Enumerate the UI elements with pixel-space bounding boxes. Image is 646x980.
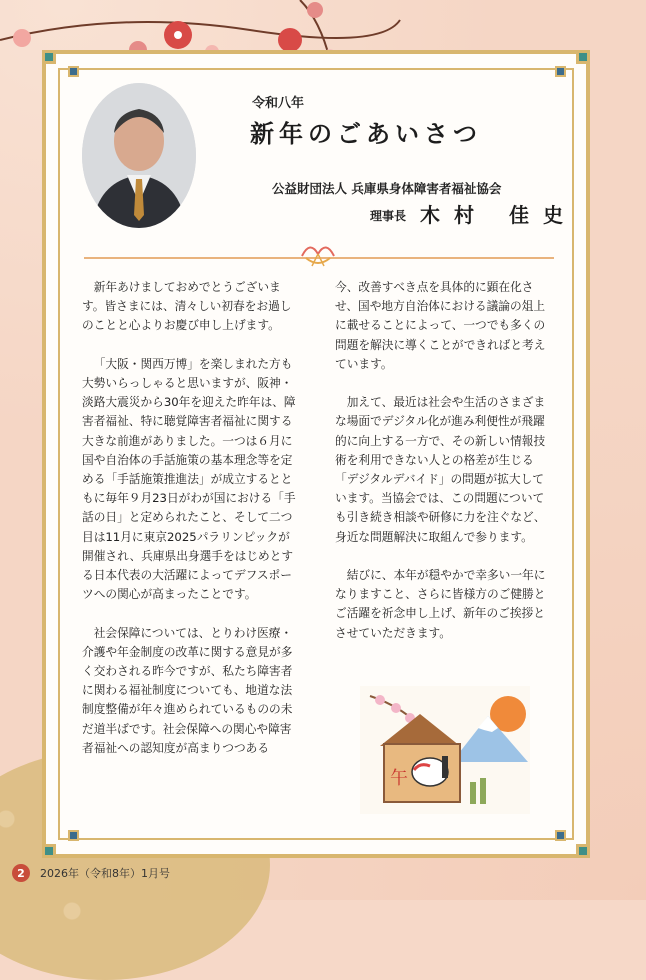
author-role: 理事長: [370, 209, 407, 223]
paragraph: 「大阪・関西万博」を楽しまれた方も大勢いらっしゃると思いますが、阪神・淡路大震災から30年を迎えた昨年は、障害者福祉、特に聴覚障害者福祉に関する大きな前進がありました。一つは６月に国や自治体の手話施策の基本理念等を定める「手話施策推進法」が成立するとともに毎年９月23日がわが国における「手話の日」と定められたこと、そして二つ目は11月に東京2025パラリンピックが開催され、兵庫県出身選手をはじめとする日本代表の大活躍によってデフスポーツへの関心が高まったことです。: [82, 356, 296, 602]
frame-corner-ornament: [68, 830, 79, 841]
page-title: 新年のごあいさつ: [250, 119, 482, 148]
paragraph: 新年あけましておめでとうございます。皆さまには、清々しい初春をお過しのことと心よりお慶び申し上げます。: [82, 280, 292, 333]
new-year-ema-illustration: [360, 686, 530, 814]
era-label: 令和八年: [252, 96, 305, 111]
paragraph: 結びに、本年が穏やかで幸多い一年になりますこと、さらに皆様方のご健勝とご活躍を祈念申し上げ、新年のご挨拶とさせていただきます。: [335, 568, 546, 640]
greeting-column-right: [335, 278, 553, 662]
page-footer: [12, 864, 170, 882]
greeting-column-left: [82, 278, 300, 777]
paragraph: 社会保障については、とりわけ医療・介護や年金制度の改革に関する意見が多く交わされる昨今ですが、私たち障害者に関わる福祉制度についても、地道な法制度整備が年々進められているものの未だ道半ばです。社会保障への関心や障害者福祉への認知度が高まりつつある: [82, 625, 293, 755]
frame-corner-ornament: [555, 830, 566, 841]
paragraph: 今、改善すべき点を具体的に顕在化させ、国や地方自治体における議論の俎上に載せることによって、一つでも多くの問題を解決に導くことができればと考えています。: [335, 280, 546, 371]
frame-corner-ornament: [576, 844, 590, 858]
frame-corner-ornament: [68, 66, 79, 77]
paragraph: 加えて、最近は社会や生活のさまざまな場面でデジタル化が進み利便性が飛躍的に向上する一方で、その新しい情報技術を利用できない人との格差が生じる「デジタルデバイド」の問題が拡大しています。当協会では、この問題についても引き続き相談や研修に力を注ぐなど、身近な問題解決に取組んで参ります。: [335, 395, 546, 544]
mizuhiki-knot-icon: [298, 236, 338, 268]
ema-character: 午: [390, 768, 408, 789]
author-name: 木村 佳史: [420, 203, 577, 227]
issue-label: 2026年（令和8年）1月号: [40, 867, 170, 880]
page-number-badge: 2: [12, 864, 30, 882]
frame-corner-ornament: [42, 844, 56, 858]
frame-corner-ornament: [576, 50, 590, 64]
frame-corner-ornament: [42, 50, 56, 64]
organization-name: 公益財団法人 兵庫県身体障害者福祉協会: [272, 181, 502, 196]
frame-corner-ornament: [555, 66, 566, 77]
chairman-portrait: [82, 83, 196, 228]
